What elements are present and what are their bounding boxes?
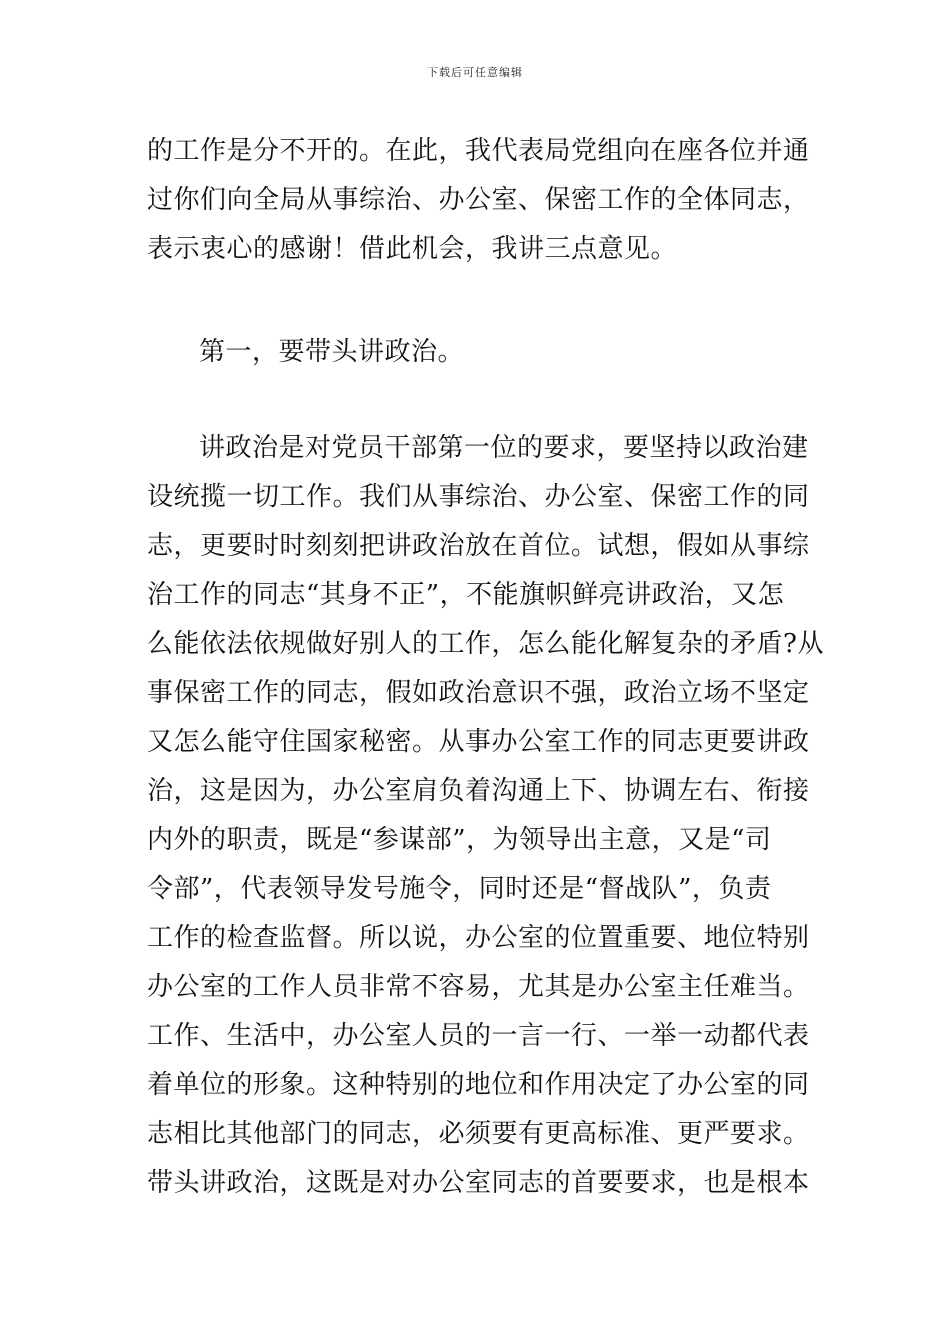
text-line: 工作、生活中，办公室人员的一言一行、一举一动都代表 xyxy=(147,1021,810,1051)
text-line: 治，这是因为，办公室肩负着沟通上下、协调左右、衔接 xyxy=(147,776,810,806)
paragraph-continuation xyxy=(147,127,810,274)
text-line: 办公室的工作人员非常不容易，尤其是办公室主任难当。 xyxy=(147,972,810,1002)
text-line: 事保密工作的同志，假如政治意识不强，政治立场不坚定 xyxy=(147,678,810,708)
text-line: 么能依法依规做好别人的工作，怎么能化解复杂的矛盾?从 xyxy=(147,629,824,659)
header-note: 下载后可任意编辑 xyxy=(427,66,523,79)
text-line: 着单位的形象。这种特别的地位和作用决定了办公室的同 xyxy=(147,1070,810,1100)
text-line: 志相比其他部门的同志，必须要有更高标准、更严要求。 xyxy=(147,1119,810,1149)
text-line: 的工作是分不开的。在此，我代表局党组向在座各位并通 xyxy=(147,136,810,166)
text-line: 设统揽一切工作。我们从事综治、办公室、保密工作的同 xyxy=(147,482,810,512)
text-line: 令部”，代表领导发号施令，同时还是“督战队”，负责 xyxy=(147,874,772,904)
section-heading xyxy=(147,328,807,377)
text-line: 志，更要时时刻刻把讲政治放在首位。试想，假如从事综 xyxy=(147,531,810,561)
text-line: 工作的检查监督。所以说，办公室的位置重要、地位特别 xyxy=(147,923,810,953)
text-line: 表示衷心的感谢！借此机会，我讲三点意见。 xyxy=(147,234,678,264)
text-line: 过你们向全局从事综治、办公室、保密工作的全体同志， xyxy=(147,185,810,215)
text-line: 讲政治是对党员干部第一位的要求，要坚持以政治建 xyxy=(199,433,809,463)
text-line: 又怎么能守住国家秘密。从事办公室工作的同志更要讲政 xyxy=(147,727,810,757)
text-line: 治工作的同志“其身不正”，不能旗帜鲜亮讲政治，又怎 xyxy=(147,580,785,610)
text-line: 带头讲政治，这既是对办公室同志的首要要求，也是根本 xyxy=(147,1168,810,1198)
paragraph-body xyxy=(147,424,824,1208)
heading-line: 第一，要带头讲政治。 xyxy=(199,337,465,367)
text-line: 内外的职责，既是“参谋部”，为领导出主意，又是“司 xyxy=(147,825,772,855)
